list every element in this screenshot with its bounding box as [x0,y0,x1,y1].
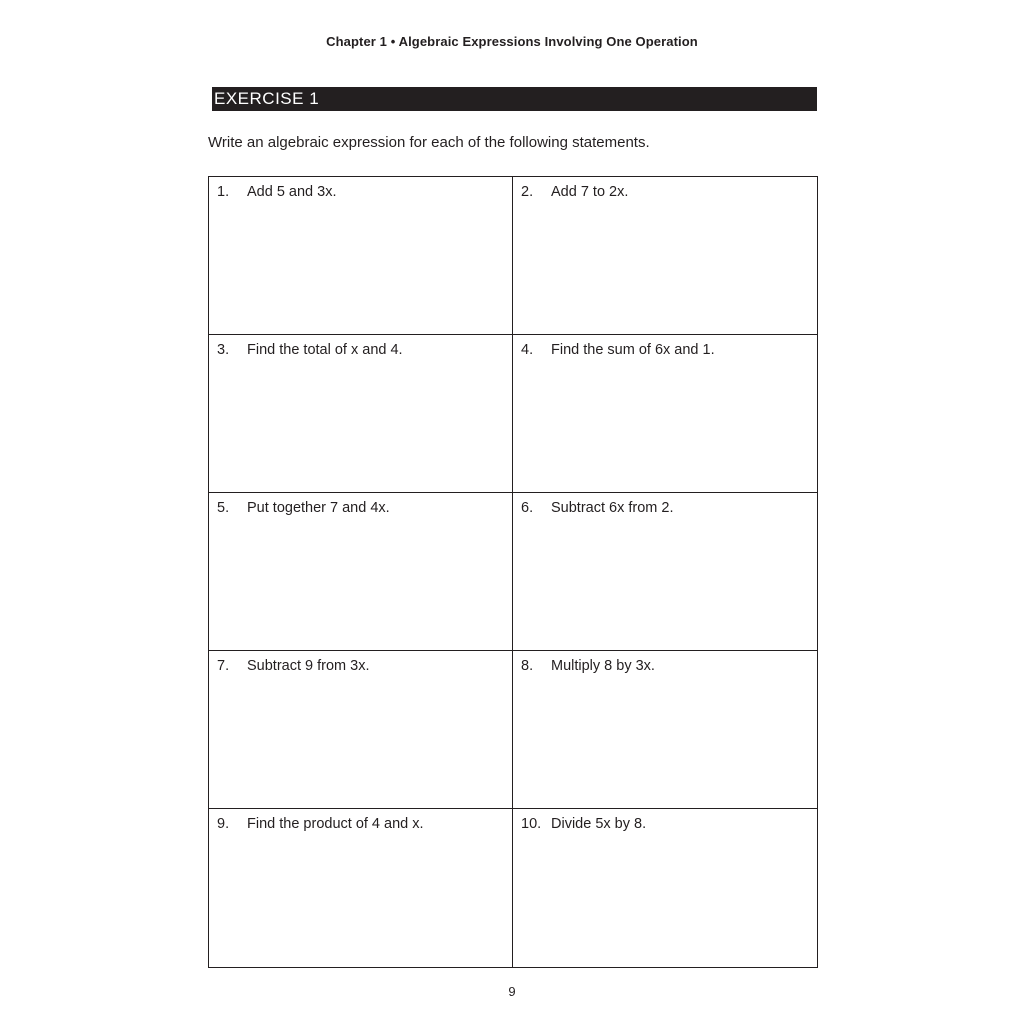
problem-cell[interactable] [513,809,817,967]
problem-number: 10. [521,816,542,832]
problem-number: 4. [521,342,534,358]
problem-number: 2. [521,184,534,200]
running-head: Chapter 1 • Algebraic Expressions Involving One Operation [326,34,698,49]
instructions: Write an algebraic expression for each of the following statements. [208,134,650,151]
problem-text: Multiply 8 by 3x. [551,658,655,674]
problem-text: Find the sum of 6x and 1. [551,342,715,358]
problem-text: Subtract 6x from 2. [551,500,674,516]
exercise-title: EXERCISE 1 [214,89,320,108]
problem-text: Put together 7 and 4x. [247,500,390,516]
problem-text: Add 5 and 3x. [247,184,337,200]
problem-number: 5. [217,500,230,516]
problem-text: Find the product of 4 and x. [247,816,424,832]
problem-number: 6. [521,500,534,516]
problem-number: 3. [217,342,230,358]
problem-cell[interactable] [209,493,513,651]
problem-number: 1. [217,184,230,200]
problem-cell[interactable] [513,493,817,651]
page-number: 9 [508,984,516,999]
problem-text: Subtract 9 from 3x. [247,658,370,674]
problem-cell[interactable] [209,809,513,967]
problem-text: Divide 5x by 8. [551,816,647,832]
problem-cell[interactable] [209,335,513,493]
problem-grid [208,176,818,968]
problem-cell[interactable] [513,177,817,335]
problem-text: Add 7 to 2x. [551,184,629,200]
problem-cell[interactable] [513,651,817,809]
problem-cell[interactable] [513,335,817,493]
problem-cell[interactable] [209,651,513,809]
problem-number: 8. [521,658,534,674]
problem-cell[interactable] [209,177,513,335]
problem-number: 7. [217,658,230,674]
problem-number: 9. [217,816,230,832]
exercise-title-bar [208,87,817,111]
problem-text: Find the total of x and 4. [247,342,403,358]
